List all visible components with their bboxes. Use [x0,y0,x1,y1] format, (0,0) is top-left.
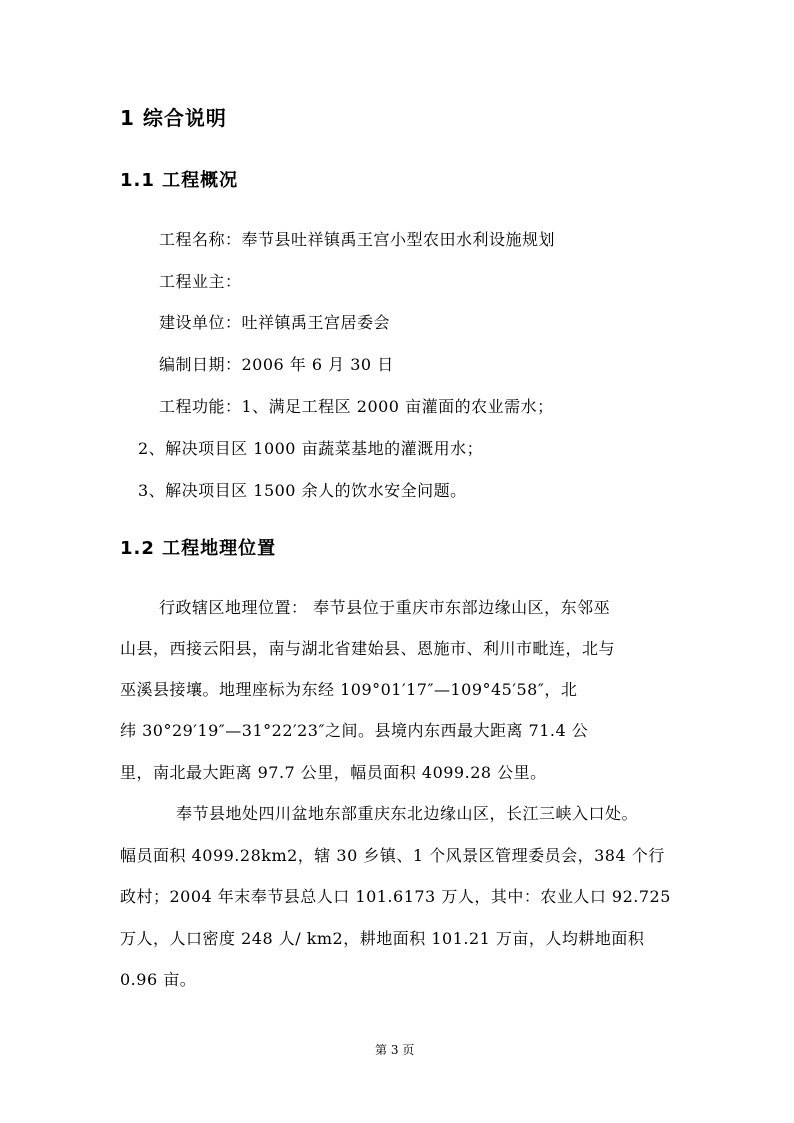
project-name-line: 工程名称：奉节县吐祥镇禹王宫小型农田水利设施规划 [159,230,556,249]
location-para1-line2: 山县，西接云阳县，南与湖北省建始县、恩施市、利川市毗连，北与 [120,639,616,658]
project-function-line: 工程功能：1、满足工程区 2000 亩灌面的农业需水； [159,397,554,416]
section-1-heading: 1 综合说明 [120,106,227,130]
location-para1-line4: 纬 30°29′19″—31°22′23″之间。县境内东西最大距离 71.4 公 [120,721,589,740]
location-para2-line3: 政村；2004 年末奉节县总人口 101.6173 万人，其中：农业人口 92.725 [120,887,671,906]
compile-date-line: 编制日期：2006 年 6 月 30 日 [159,355,394,374]
function-item-2: 2、解决项目区 1000 亩蔬菜基地的灌溉用水； [138,439,484,458]
location-para1-line5: 里，南北最大距离 97.7 公里，幅员面积 4099.28 公里。 [120,763,547,782]
location-para1-line1: 行政辖区地理位置： 奉节县位于重庆市东部边缘山区，东邻巫 [159,598,611,617]
location-para2-line2: 幅员面积 4099.28km2，辖 30 乡镇、1 个风景区管理委员会，384 个行 [120,846,665,865]
location-para2-line1: 奉节县地处四川盆地东部重庆东北边缘山区，长江三峡入口处。 [176,804,639,823]
location-para2-line4: 万人，人口密度 248 人/ km2，耕地面积 101.21 万亩，人均耕地面积 [120,929,645,948]
function-item-3: 3、解决项目区 1500 余人的饮水安全问题。 [138,481,467,500]
project-owner-line: 工程业主： [159,272,242,291]
section-1-2-heading: 1.2 工程地理位置 [120,538,277,559]
location-para2-line5: 0.96 亩。 [120,970,197,989]
page-number: 第 3 页 [375,1043,415,1057]
section-1-1-heading: 1.1 工程概况 [120,170,239,191]
location-para1-line3: 巫溪县接壤。地理座标为东经 109°01′17″—109°45′58″，北 [120,680,578,699]
construction-unit-line: 建设单位：吐祥镇禹王宫居委会 [159,313,391,332]
